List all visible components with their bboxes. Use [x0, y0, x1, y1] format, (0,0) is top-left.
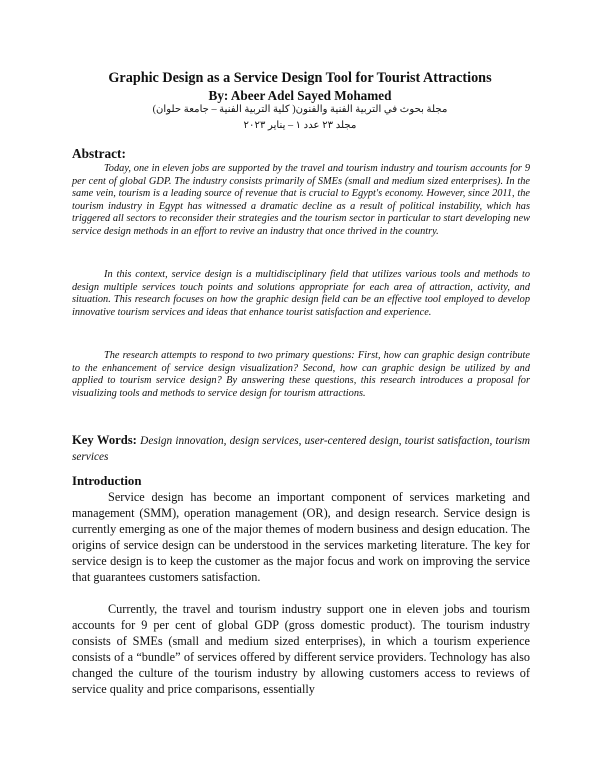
- abstract-paragraph-3: The research attempts to respond to two primary questions: First, how can graphic design contribute to the enhancement of service design visualization? Second, how can graphic design be utilized by and applied to tourism service design? By answering these questions, this research introduces a proposal for visualizing tools and methods to service design for tourism attractions.: [72, 350, 530, 399]
- keywords-block: [72, 433, 530, 464]
- issue-line-arabic: مجلد ٢٣ عدد ١ – يناير ٢٠٢٣: [243, 120, 357, 131]
- keywords-label: Key Words:: [72, 433, 137, 447]
- introduction-paragraph-1: Service design has become an important component of services marketing and management (SMM), operation management (OR), and design research. Service design is currently emerging as one of the major themes of modern business and design education. The origins of service design can be understood in the services marketing literature. The key for service design is to keep the customer as the major focus and work on improving the service that guarantees customers satisfaction.: [72, 490, 530, 584]
- introduction-heading: Introduction: [72, 474, 142, 488]
- keywords-text: Design innovation, design services, user-centered design, tourist satisfaction, tourism services: [72, 435, 531, 463]
- abstract-heading: Abstract:: [72, 146, 126, 161]
- introduction-paragraph-2: Currently, the travel and tourism industry support one in eleven jobs and tourism accounts for 9 per cent of global GDP (gross domestic product). The tourism industry consists of SMEs (small and medium sized enterprises), in which a tourism experience consists of a “bundle” of services offered by different service providers. Technology has also changed the culture of the tourism industry by allowing customers access to reviews of service quality and price comparisons, essentially: [72, 602, 530, 696]
- author-byline: By: Abeer Adel Sayed Mohamed: [208, 88, 392, 103]
- paper-title: Graphic Design as a Service Design Tool for Tourist Attractions: [108, 70, 492, 86]
- journal-line-arabic: مجلة بحوث في التربية الفنية والفنون( كلية التربية الفنية – جامعة حلوان): [152, 104, 448, 115]
- abstract-paragraph-1: Today, one in eleven jobs are supported by the travel and tourism industry and tourism accounts for 9 per cent of global GDP. The industry consists primarily of SMEs (small and medium sized enterprises). In the same vein, tourism is a leading source of revenue that is crucial to Egypt's economy. However, since 2011, the tourism industry in Egypt has witnessed a dramatic decline as a result of political instability, which has triggered all sectors to reconsider their strategies and the tourism sector in particular to start developing new service design methods in an effort to revive an industry that once thrived in the country.: [72, 163, 530, 237]
- abstract-paragraph-2: In this context, service design is a multidisciplinary field that utilizes various tools and methods to design multiple services touch points and solutions appropriate for each area of attraction, activity, and situation. This research focuses on how the graphic design field can be an effective tool employed to develop innovative tourism services and ideas that enhance tourist satisfaction and experience.: [72, 269, 530, 318]
